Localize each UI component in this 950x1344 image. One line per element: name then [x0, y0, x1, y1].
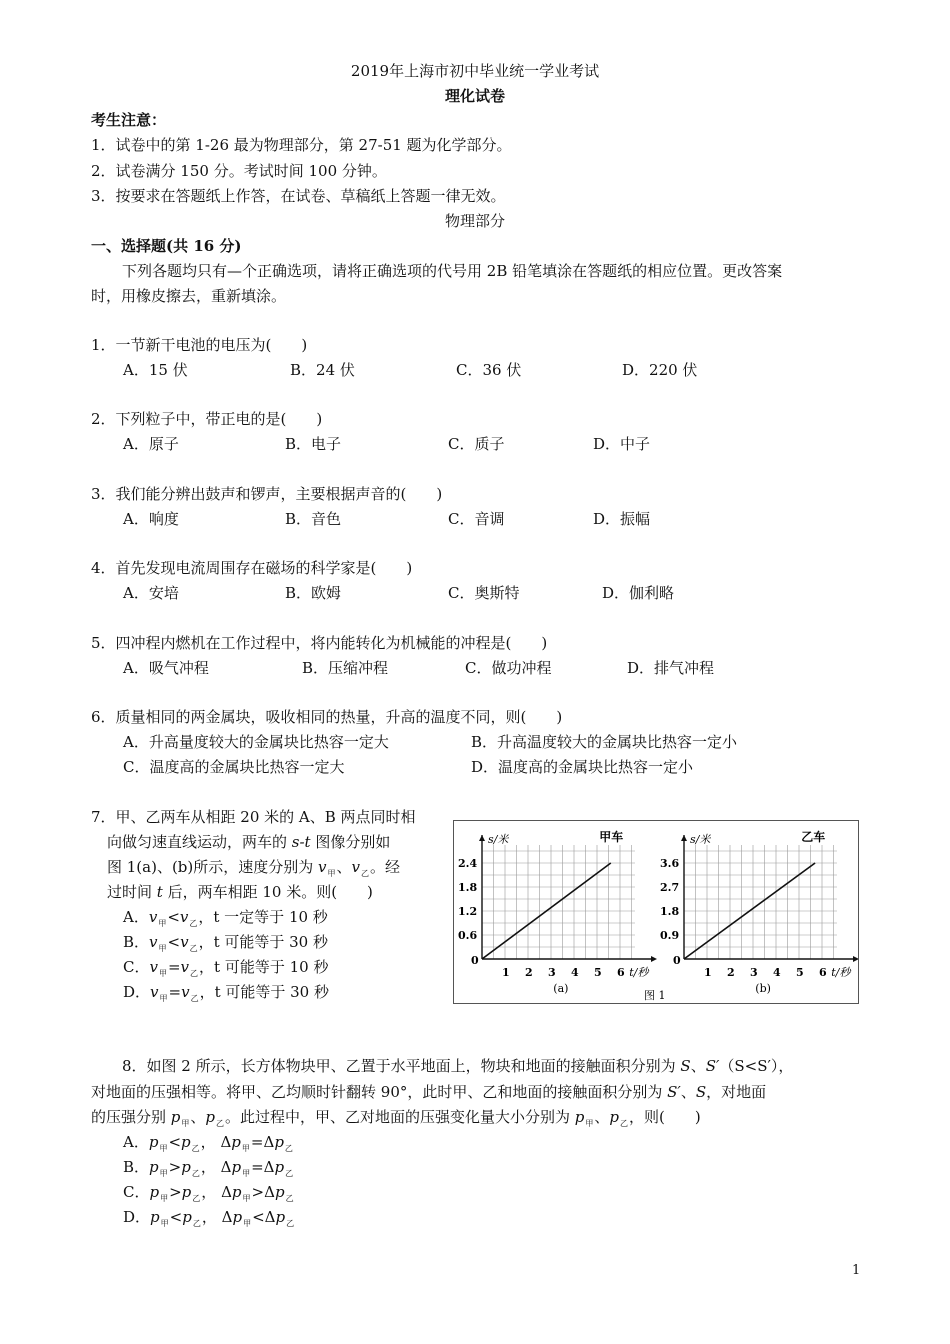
option-d: D．220 伏: [622, 361, 698, 379]
option-c: C．质子: [448, 435, 505, 453]
option-d: D．温度高的金属块比热容一定小: [471, 758, 694, 776]
option-a: A．升高量度较大的金属块比热容一定大: [123, 733, 389, 751]
option-c: C．做功冲程: [465, 659, 552, 677]
option-a: A．安培: [123, 584, 179, 602]
question-stem: 7．甲、乙两车从相距 20 米的 A、B 两点同时相: [91, 808, 416, 826]
figure-caption: 图 1: [644, 989, 666, 1002]
option-d: D．伽利略: [602, 584, 675, 602]
y-tick-label: 1.8: [660, 905, 680, 918]
option-a: A．响度: [123, 510, 179, 528]
question-stem: 8．如图 2 所示，长方体物块甲、乙置于水平地面上，物块和地面的接触面积分别为 S、S′（S<S′），: [122, 1057, 794, 1075]
x-tick-label: 6: [617, 966, 625, 979]
exam-title: 2019年上海市初中毕业统一学业考试: [350, 62, 600, 80]
y-tick-label: 0.6: [458, 929, 478, 942]
origin-label: 0: [673, 954, 681, 967]
y-axis-arrow: [681, 835, 687, 841]
option-b: B．$p_甲>p_乙$， $\Delta p_甲=\Delta p_乙$: [123, 1158, 294, 1178]
x-axis-label: t/秒: [831, 966, 851, 979]
graph-b: [660, 829, 858, 995]
y-axis-arrow: [479, 835, 485, 841]
option-b: B．音色: [285, 510, 342, 528]
x-tick-label: 4: [571, 966, 579, 979]
x-tick-label: 1: [704, 966, 712, 979]
option-c: C．$v_甲=v_乙$，t 可能等于 10 秒: [123, 958, 329, 978]
option-c: C．$p_甲>p_乙$， $\Delta p_甲>\Delta p_乙$: [123, 1183, 294, 1203]
x-tick-label: 1: [502, 966, 510, 979]
x-tick-label: 3: [750, 966, 758, 979]
section-title: 物理部分: [444, 212, 505, 230]
notice-item: 2．试卷满分 150 分。考试时间 100 分钟。: [91, 162, 387, 180]
x-tick-label: 2: [525, 966, 533, 979]
figure-1: [453, 820, 859, 1004]
option-d: D．振幅: [593, 510, 651, 528]
x-axis-arrow: [853, 956, 858, 962]
option-c: C．温度高的金属块比热容一定大: [123, 758, 345, 776]
notice-heading: 考生注意：: [91, 111, 167, 129]
question-stem: 2．下列粒子中，带正电的是( ): [91, 410, 323, 428]
question-stem-line: 图 1(a)、(b)所示，速度分别为 $v_甲$、$v_乙$。经: [107, 858, 401, 878]
x-tick-label: 4: [773, 966, 781, 979]
x-tick-label: 2: [727, 966, 735, 979]
question-stem: 4．首先发现电流周围存在磁场的科学家是( ): [91, 559, 413, 577]
y-tick-label: 1.8: [458, 881, 478, 894]
option-a: A．原子: [123, 435, 179, 453]
figure-1-svg: [454, 821, 858, 1003]
question-stem-line: 对地面的压强相等。将甲、乙均顺时针翻转 90°，此时甲、乙和地面的接触面积分别为 S′、S，对地面: [91, 1083, 767, 1101]
option-b: B．电子: [285, 435, 342, 453]
option-a: A．15 伏: [123, 361, 188, 379]
exam-subtitle: 理化试卷: [444, 87, 505, 105]
option-c: C．36 伏: [456, 361, 522, 379]
option-b: B．升高温度较大的金属块比热容一定小: [471, 733, 738, 751]
y-axis-label: s/米: [488, 833, 509, 846]
x-axis-arrow: [651, 956, 657, 962]
option-d: D．$p_甲<p_乙$， $\Delta p_甲<\Delta p_乙$: [123, 1208, 295, 1228]
notice-item: 3．按要求在答题纸上作答，在试卷、草稿纸上答题一律无效。: [91, 187, 506, 205]
x-axis-label: t/秒: [629, 966, 649, 979]
option-b: B．$v_甲<v_乙$，t 可能等于 30 秒: [123, 933, 328, 953]
part-instruction: 时，用橡皮擦去，重新填涂。: [91, 287, 287, 305]
option-d: D．排气冲程: [627, 659, 715, 677]
graph-a: [458, 829, 657, 995]
option-b: B．24 伏: [290, 361, 355, 379]
question-stem: 5．四冲程内燃机在工作过程中，将内能转化为机械能的冲程是( ): [91, 634, 548, 652]
option-c: C．音调: [448, 510, 505, 528]
y-axis-label: s/米: [690, 833, 711, 846]
question-stem: 3．我们能分辨出鼓声和锣声，主要根据声音的( ): [91, 485, 443, 503]
notice-item: 1．试卷中的第 1-26 最为物理部分，第 27-51 题为化学部分。: [91, 136, 512, 154]
origin-label: 0: [471, 954, 479, 967]
option-d: D．$v_甲=v_乙$，t 可能等于 30 秒: [123, 983, 329, 1003]
y-tick-label: 1.2: [458, 905, 478, 918]
question-stem-line: 向做匀速直线运动，两车的 s-t 图像分别如: [107, 833, 391, 851]
question-stem-line: 过时间 t 后，两车相距 10 米。则( ): [107, 883, 373, 901]
x-tick-label: 5: [594, 966, 602, 979]
question-stem-line: 的压强分别 $p_甲$、$p_乙$。此过程中，甲、乙对地面的压强变化量大小分别为 $p_甲$、$p_乙$，则( ): [91, 1108, 701, 1128]
part-heading: 一、选择题(共 16 分): [91, 237, 242, 255]
y-tick-label: 3.6: [660, 857, 680, 870]
question-stem: 1．一节新干电池的电压为( ): [91, 336, 308, 354]
y-tick-label: 2.7: [660, 881, 680, 894]
x-tick-label: 3: [548, 966, 556, 979]
subfigure-label: (b): [755, 982, 771, 995]
y-tick-label: 2.4: [458, 857, 478, 870]
series-label: 乙车: [801, 830, 826, 844]
series-label: 甲车: [599, 830, 624, 844]
option-a: A．$p_甲<p_乙$， $\Delta p_甲=\Delta p_乙$: [123, 1133, 293, 1153]
option-a: A．$v_甲<v_乙$，t 一定等于 10 秒: [123, 908, 328, 928]
option-b: B．欧姆: [285, 584, 342, 602]
subfigure-label: (a): [553, 982, 569, 995]
page-number: 1: [852, 1263, 861, 1278]
option-d: D．中子: [593, 435, 651, 453]
part-instruction: 下列各题均只有—个正确选项，请将正确选项的代号用 2B 铅笔填涂在答题纸的相应位置。更改答案: [122, 262, 783, 280]
option-c: C．奥斯特: [448, 584, 520, 602]
y-tick-label: 0.9: [660, 929, 680, 942]
option-a: A．吸气冲程: [123, 659, 209, 677]
option-b: B．压缩冲程: [302, 659, 389, 677]
x-tick-label: 5: [796, 966, 804, 979]
x-tick-label: 6: [819, 966, 827, 979]
question-stem: 6．质量相同的两金属块，吸收相同的热量，升高的温度不同，则( ): [91, 708, 563, 726]
